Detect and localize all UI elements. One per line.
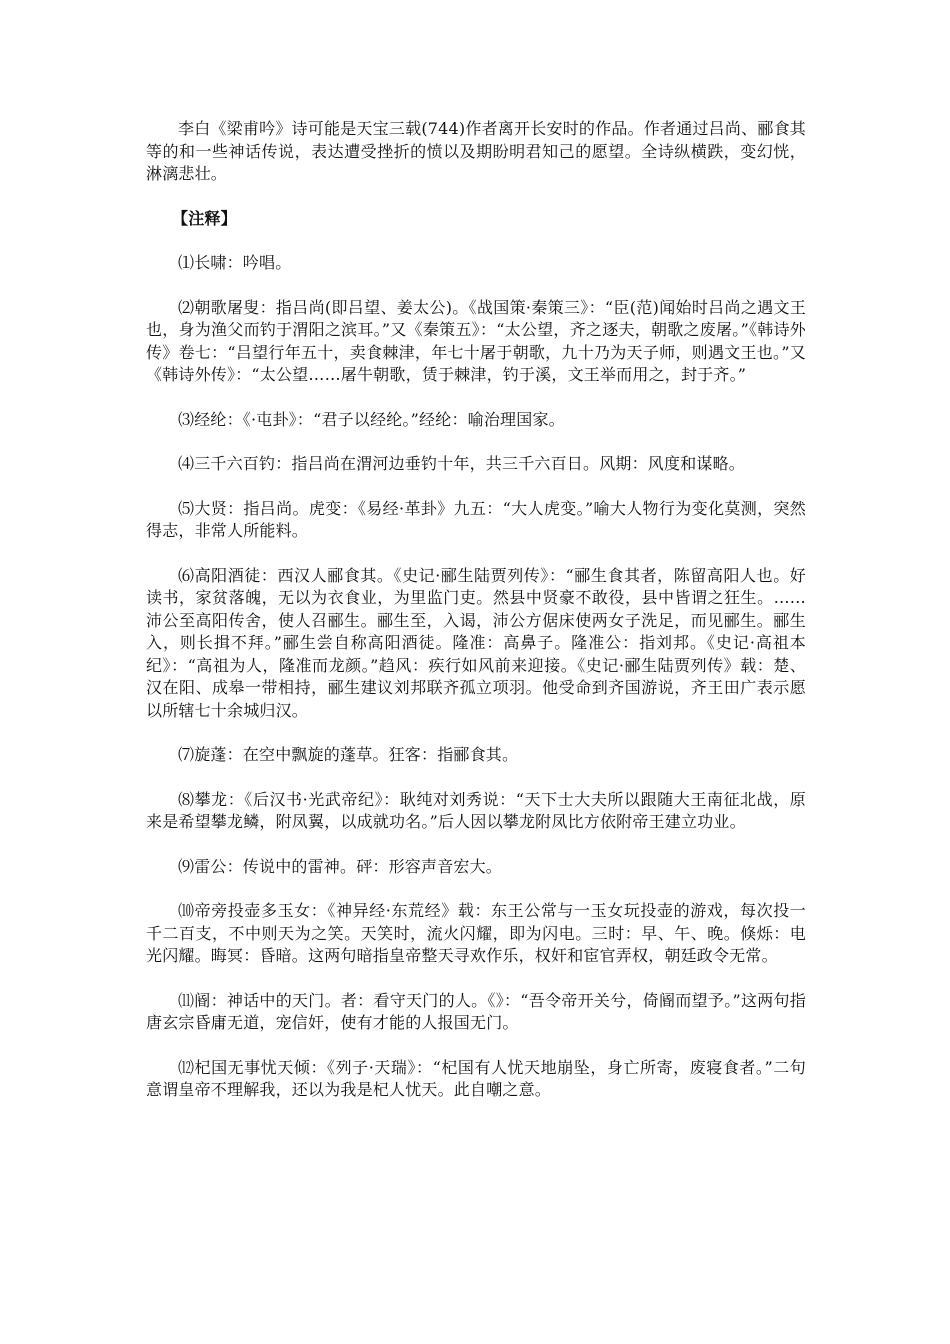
note-paragraph: ⑾阍：神话中的天门。者：看守天门的人。《》：“吾令帝开关兮，倚阍而望予。”这两句指唐玄宗昏庸无道，宠信奸，使有才能的人报国无门。 bbox=[146, 990, 806, 1032]
note-paragraph: ⑹高阳酒徒：西汉人郦食其。《史记·郦生陆贾列传》：“郦生食其者，陈留高阳人也。好读书，家贫落魄，无以为衣食业，为里监门吏。然县中贤豪不敢役，县中皆谓之狂生。……沛公至高阳传舍，使人召郦生。郦生至，入谒，沛公方倨床使两女子洗足，而见郦生。郦生入，则长揖不拜。”郦生尝自称高阳酒徒。隆准：高鼻子。隆准公：指刘邦。《史记·高祖本纪》：“高祖为人，隆准而龙颜。”趋风：疾行如风前来迎接。《史记·郦生陆贾列传》载：楚、汉在阳、成皋一带相持，郦生建议刘邦联齐孤立项羽。他受命到齐国游说，齐王田广表示愿以所辖七十余城归汉。 bbox=[146, 565, 806, 720]
spacer bbox=[146, 722, 806, 744]
spacer bbox=[146, 230, 806, 252]
spacer bbox=[146, 186, 806, 208]
spacer bbox=[146, 878, 806, 900]
document-page bbox=[146, 118, 806, 1102]
spacer bbox=[146, 968, 806, 990]
spacer bbox=[146, 767, 806, 789]
intro-paragraph: 李白《梁甫吟》诗可能是天宝三载(744)作者离开长安时的作品。作者通过吕尚、郦食其等的和一些神话传说，表达遭受挫折的愤以及期盼明君知己的愿望。全诗纵横跌，变幻恍，淋漓悲壮。 bbox=[146, 119, 806, 183]
spacer bbox=[146, 387, 806, 409]
spacer bbox=[146, 275, 806, 297]
spacer bbox=[146, 431, 806, 453]
note-paragraph: ⑿杞国无事忧天倾：《列子·天瑞》：“杞国有人忧天地崩坠，身亡所寄，废寝食者。”二句意谓皇帝不理解我，还以为我是杞人忧天。此自嘲之意。 bbox=[146, 1057, 806, 1099]
note-paragraph: ⑽帝旁投壶多玉女：《神异经·东荒经》载：东王公常与一玉女玩投壶的游戏，每次投一千二百支，不中则天为之笑。天笑时，流火闪耀，即为闪电。三时：早、午、晚。倏烁：电光闪耀。晦冥：昏暗。这两句暗指皇帝整天寻欢作乐，权奸和宦官弄权，朝廷政令无常。 bbox=[146, 901, 806, 965]
notes-heading: 【注释】 bbox=[172, 208, 237, 228]
note-paragraph: ⑵朝歌屠叟：指吕尚(即吕望、姜太公)。《战国策·秦策三》：“臣(范)闻始时吕尚之遇文王也，身为渔父而钓于渭阳之滨耳。”又《秦策五》：“太公望，齐之逐夫，朝歌之废屠。”《韩诗外传》卷七：“吕望行年五十，卖食棘津，年七十屠于朝歌，九十乃为天子师，则遇文王也。”又《韩诗外传》：“太公望……屠牛朝歌，赁于棘津，钓于溪，文王举而用之，封于齐。” bbox=[146, 297, 806, 384]
note-paragraph: ⑷三千六百钓：指吕尚在渭河边垂钓十年，共三千六百日。风期：风度和谋略。 bbox=[178, 454, 746, 473]
note-paragraph: ⑼雷公：传说中的雷神。砰：形容声音宏大。 bbox=[178, 856, 503, 876]
spacer bbox=[146, 543, 806, 565]
note-paragraph: ⑶经纶：《·屯卦》：“君子以经纶。”经纶：喻治理国家。 bbox=[178, 409, 565, 429]
note-paragraph: ⑴长啸：吟唱。 bbox=[178, 253, 292, 272]
note-paragraph: ⑺旋蓬：在空中飘旋的蓬草。狂客：指郦食其。 bbox=[178, 745, 519, 764]
note-paragraph: ⑸大贤：指吕尚。虎变：《易经·革卦》九五：“大人虎变。”喻大人物行为变化莫测，突然得志，非常人所能料。 bbox=[146, 498, 806, 540]
spacer bbox=[146, 834, 806, 856]
note-paragraph: ⑻攀龙：《后汉书·光武帝纪》：耿纯对刘秀说：“天下士大夫所以跟随大王南征北战，原来是希望攀龙鳞，附凤翼，以成就功名。”后人因以攀龙附凤比方依附帝王建立功业。 bbox=[146, 789, 806, 831]
spacer bbox=[146, 476, 806, 498]
spacer bbox=[146, 1035, 806, 1057]
